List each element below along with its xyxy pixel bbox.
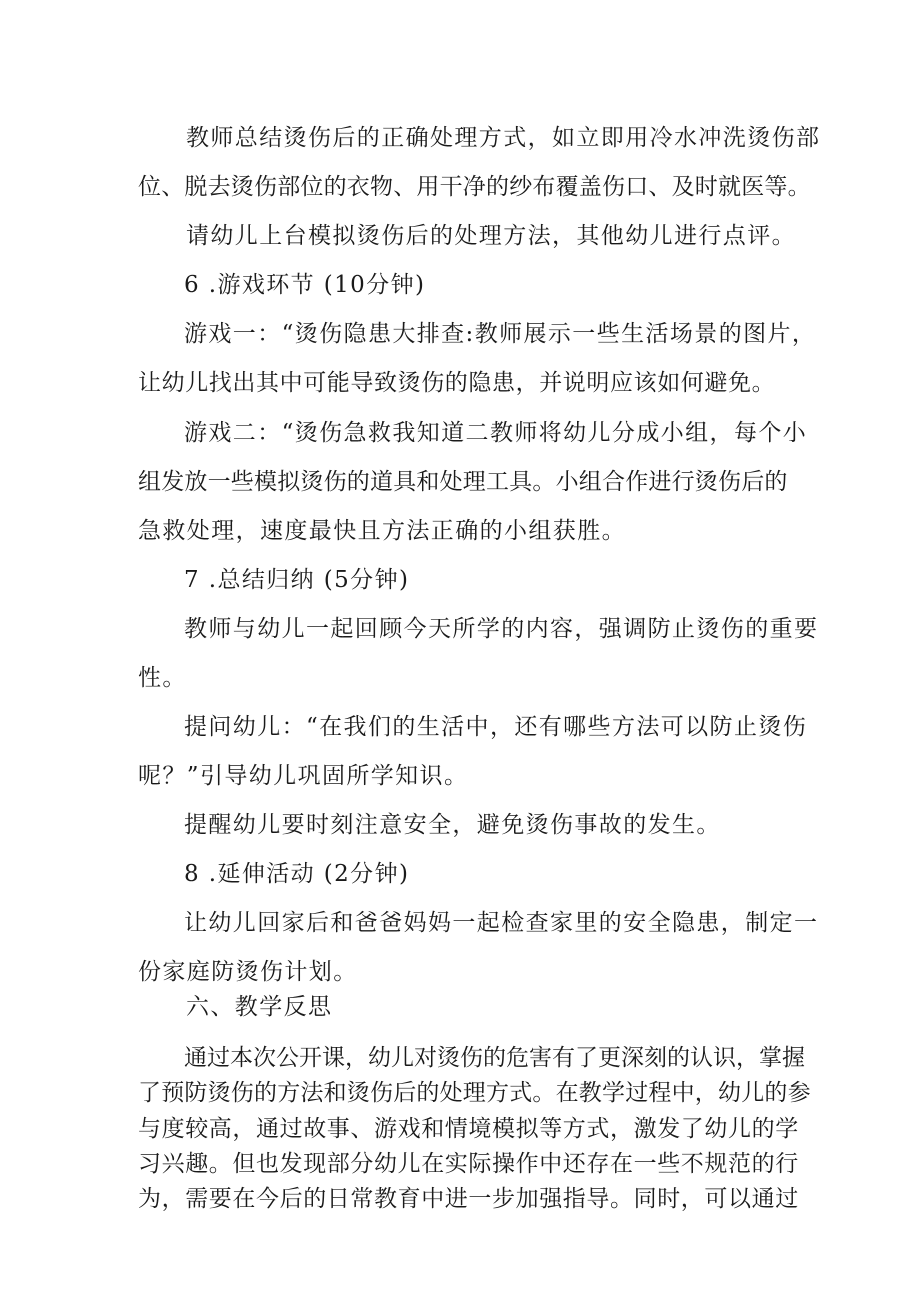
paragraph-line: 教师总结烫伤后的正确处理方式，如立即用冷水冲洗烫伤部 — [186, 125, 821, 151]
paragraph-line: 为，需要在今后的日常教育中进一步加强指导。同时，可以通过 — [138, 1186, 799, 1212]
paragraph-line: 性。 — [138, 665, 187, 691]
paragraph-line: 游戏二：“烫伤急救我知道二教师将幼儿分成小组，每个小 — [184, 420, 808, 446]
paragraph-line: 请幼儿上台模拟烫伤后的处理方法，其他幼儿进行点评。 — [186, 223, 796, 249]
paragraph-line: 提醒幼儿要时刻注意安全，避免烫伤事故的发生。 — [184, 812, 721, 838]
paragraph-line: 让幼儿找出其中可能导致烫伤的隐患，并说明应该如何避免。 — [138, 370, 776, 396]
section-heading-6: 6 .游戏环节 (10分钟) — [184, 272, 426, 298]
paragraph-line: 与度较高，通过故事、游戏和情境模拟等方式，激发了幼儿的学 — [138, 1116, 799, 1142]
section-heading-8: 8 .延伸活动 (2分钟) — [184, 861, 410, 887]
paragraph-line: 位、脱去烫伤部位的衣物、用干净的纱布覆盖伤口、及时就医等。 — [138, 174, 811, 200]
paragraph-line: 急救处理，速度最快且方法正确的小组获胜。 — [138, 518, 626, 544]
paragraph-line: 教师与幼儿一起回顾今天所学的内容，强调防止烫伤的重要 — [184, 616, 819, 642]
paragraph-line: 让幼儿回家后和爸爸妈妈一起检查家里的安全隐患，制定一 — [184, 910, 819, 936]
paragraph-line: 份家庭防烫伤计划。 — [138, 959, 358, 985]
section-heading-reflection: 六、教学反思 — [186, 994, 333, 1020]
paragraph-line: 呢？”引导幼儿巩固所学知识。 — [138, 763, 469, 789]
section-heading-7: 7 .总结归纳 (5分钟) — [184, 567, 410, 593]
paragraph-line: 提问幼儿：“在我们的生活中，还有哪些方法可以防止烫伤 — [184, 714, 808, 740]
paragraph-line: 通过本次公开课，幼儿对烫伤的危害有了更深刻的认识，掌握 — [184, 1045, 805, 1071]
paragraph-line: 游戏一：“烫伤隐患大排查:教师展示一些生活场景的图片， — [184, 321, 817, 347]
paragraph-line: 了预防烫伤的方法和烫伤后的处理方式。在教学过程中，幼儿的参 — [138, 1080, 811, 1106]
paragraph-line: 组发放一些模拟烫伤的道具和处理工具。小组合作进行烫伤后的 — [138, 469, 788, 495]
paragraph-line: 习兴趣。但也发现部分幼儿在实际操作中还存在一些不规范的行 — [138, 1151, 799, 1177]
